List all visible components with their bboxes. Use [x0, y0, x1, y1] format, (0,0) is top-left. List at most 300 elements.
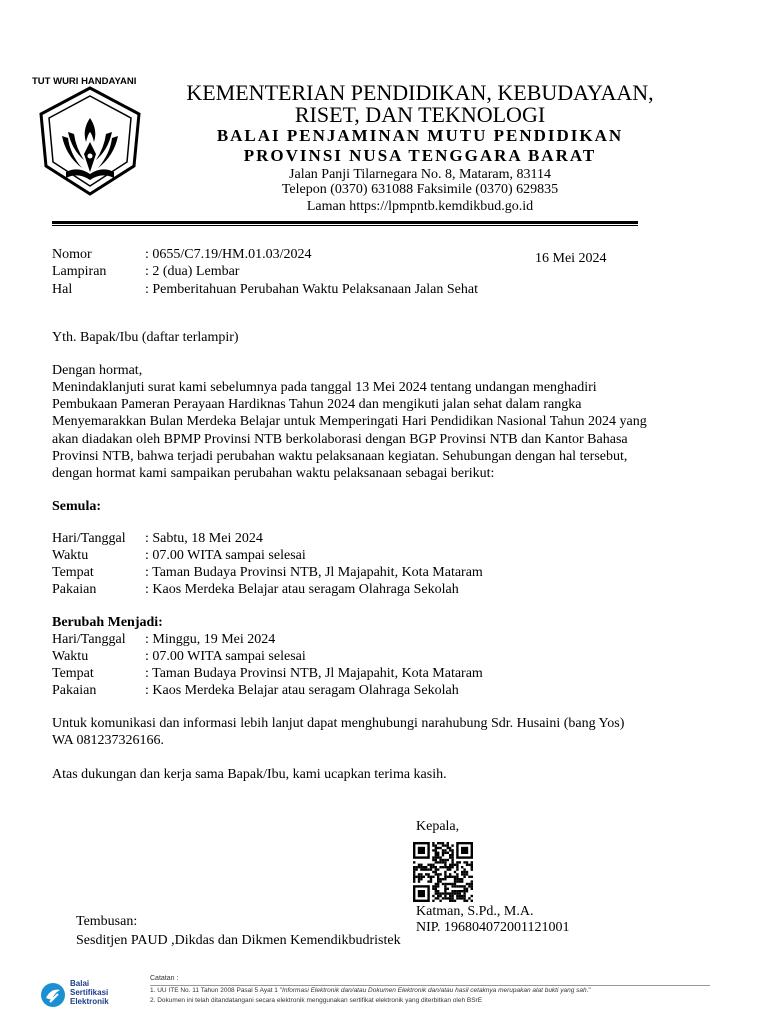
berubah-heading: Berubah Menjadi:: [52, 615, 163, 630]
qr-module: [439, 892, 441, 894]
qr-module: [451, 900, 453, 902]
qr-module: [449, 895, 451, 897]
qr-module: [463, 895, 465, 897]
qr-module: [461, 878, 463, 880]
qr-module: [447, 844, 449, 846]
address: Jalan Panji Tilarnegara No. 8, Mataram, 83114: [289, 167, 551, 182]
qr-module: [435, 852, 437, 854]
qr-module: [413, 861, 415, 863]
qr-module: [415, 876, 417, 878]
semula-value: : 07.00 WITA sampai selesai: [145, 548, 306, 563]
qr-module: [432, 900, 434, 902]
qr-module: [463, 897, 465, 899]
qr-module: [444, 892, 446, 894]
qr-module: [456, 861, 458, 863]
qr-module: [430, 864, 432, 866]
qr-module: [437, 861, 439, 863]
qr-module: [418, 866, 420, 868]
body-line: Menindaklanjuti surat kami sebelumnya pada tanggal 13 Mei 2024 tentang undangan menghadiri: [52, 380, 597, 395]
bsre-text-line: Sertifikasi: [70, 988, 109, 997]
hal-value: : Pemberitahuan Perubahan Waktu Pelaksanaan Jalan Sehat: [145, 282, 478, 297]
qr-module: [471, 880, 473, 882]
semula-value: : Kaos Merdeka Belajar atau seragam Olahraga Sekolah: [145, 582, 459, 597]
qr-finder-pattern: [418, 847, 425, 854]
qr-module: [463, 868, 465, 870]
qr-module: [463, 900, 465, 902]
qr-module: [420, 873, 422, 875]
semula-value: : Taman Budaya Provinsi NTB, Jl Majapahit, Kota Mataram: [145, 565, 483, 580]
qr-module: [463, 873, 465, 875]
qr-module: [447, 892, 449, 894]
qr-module: [435, 844, 437, 846]
qr-module: [454, 885, 456, 887]
qr-module: [430, 876, 432, 878]
qr-module: [451, 861, 453, 863]
qr-module: [444, 888, 446, 890]
qr-module: [471, 885, 473, 887]
qr-module: [449, 876, 451, 878]
semula-heading: Semula:: [52, 499, 101, 514]
berubah-label: Waktu: [52, 649, 89, 664]
semula-value: : Sabtu, 18 Mei 2024: [145, 531, 263, 546]
qr-module: [418, 876, 420, 878]
qr-module: [461, 890, 463, 892]
qr-module: [437, 880, 439, 882]
qr-module: [444, 895, 446, 897]
emblem-graphic: [32, 76, 148, 198]
qr-module: [413, 880, 415, 882]
qr-module: [413, 878, 415, 880]
qr-module: [456, 873, 458, 875]
qr-module: [435, 856, 437, 858]
qr-module: [451, 897, 453, 899]
signatory-nip: NIP. 196804072001121001: [416, 920, 570, 935]
qr-module: [413, 868, 415, 870]
qr-module: [413, 873, 415, 875]
qr-module: [449, 847, 451, 849]
qr-module: [466, 873, 468, 875]
qr-module: [437, 852, 439, 854]
qr-module: [423, 866, 425, 868]
qr-module: [449, 854, 451, 856]
qr-module: [437, 873, 439, 875]
qr-module: [449, 883, 451, 885]
qr-module: [454, 876, 456, 878]
closing-text: Atas dukungan dan kerja sama Bapak/Ibu, kami ucapkan terima kasih.: [52, 767, 447, 782]
qr-module: [437, 895, 439, 897]
qr-module: [430, 868, 432, 870]
qr-module: [435, 873, 437, 875]
qr-module: [425, 866, 427, 868]
qr-module: [430, 866, 432, 868]
qr-module: [461, 895, 463, 897]
qr-module: [444, 897, 446, 899]
qr-module: [449, 849, 451, 851]
qr-module: [463, 890, 465, 892]
contact-whatsapp: WA 081237326166.: [52, 733, 164, 748]
qr-module: [435, 890, 437, 892]
qr-module: [466, 900, 468, 902]
body-line: akan diadakan oleh BPMP Provinsi NTB berkolaborasi dengan BGP Provinsi NTB dan Kantor Bahasa: [52, 431, 628, 447]
qr-module: [442, 842, 444, 844]
qr-module: [432, 885, 434, 887]
letterhead-rule-thick: [52, 221, 638, 224]
qr-finder-pattern: [418, 890, 425, 897]
semula-label: Pakaian: [52, 582, 97, 597]
footer-divider: [150, 985, 710, 986]
qr-module: [449, 868, 451, 870]
body-line: dengan hormat kami sampaikan perubahan waktu pelaksanaan sebagai berikut:: [52, 466, 495, 482]
qr-module: [461, 880, 463, 882]
berubah-value: : Taman Budaya Provinsi NTB, Jl Majapahit, Kota Mataram: [145, 666, 483, 681]
qr-module: [454, 871, 456, 873]
qr-module: [454, 878, 456, 880]
qr-module: [447, 859, 449, 861]
qr-module: [454, 880, 456, 882]
note1-prefix: 1. UU ITE No. 11 Tahun 2008 Pasal 5 Ayat 1 ": [150, 987, 283, 994]
tembusan-label: Tembusan:: [76, 914, 138, 929]
qr-module: [451, 856, 453, 858]
qr-module: [447, 883, 449, 885]
qr-module: [442, 852, 444, 854]
berubah-label: Pakaian: [52, 683, 97, 698]
qr-module: [471, 895, 473, 897]
qr-module: [471, 864, 473, 866]
institution-name-line2: PROVINSI NUSA TENGGARA BARAT: [243, 146, 597, 165]
qr-module: [437, 876, 439, 878]
qr-module: [427, 880, 429, 882]
signatory-title: Kepala,: [416, 819, 460, 834]
qr-module: [451, 859, 453, 861]
qr-module: [451, 892, 453, 894]
qr-module: [430, 878, 432, 880]
qr-module: [444, 859, 446, 861]
qr-module: [449, 866, 451, 868]
qr-module: [466, 890, 468, 892]
qr-module: [420, 878, 422, 880]
qr-module: [420, 868, 422, 870]
body-line: Provinsi NTB, bahwa terjadi perubahan waktu pelaksanaan kegiatan. Sehubungan dengan hal tersebut,: [52, 448, 628, 464]
bsre-text-line: Elektronik: [70, 997, 109, 1006]
qr-module: [451, 885, 453, 887]
qr-module: [437, 847, 439, 849]
qr-module: [432, 842, 434, 844]
qr-module: [463, 892, 465, 894]
qr-module: [459, 890, 461, 892]
qr-module: [437, 897, 439, 899]
letter-date: 16 Mei 2024: [535, 251, 607, 266]
qr-module: [432, 888, 434, 890]
qr-module: [435, 866, 437, 868]
qr-module: [442, 878, 444, 880]
catatan-label: Catatan :: [150, 975, 179, 982]
qr-module: [442, 849, 444, 851]
qr-module: [432, 866, 434, 868]
qr-module: [454, 900, 456, 902]
qr-module: [437, 854, 439, 856]
hal-label: Hal: [52, 282, 73, 297]
qr-module: [439, 856, 441, 858]
qr-module: [456, 876, 458, 878]
body-line: Menyemarakkan Bulan Merdeka Belajar untuk Memperingati Hari Pendidikan Nasional Tahun 2024 yang: [52, 414, 647, 430]
qr-module: [432, 876, 434, 878]
qr-module: [447, 852, 449, 854]
signatory-name: Katman, S.Pd., M.A.: [416, 904, 534, 919]
qr-module: [418, 873, 420, 875]
qr-module: [444, 844, 446, 846]
qr-module: [437, 856, 439, 858]
qr-module: [447, 888, 449, 890]
qr-module: [442, 859, 444, 861]
semula-label: Tempat: [52, 565, 94, 580]
qr-module: [444, 878, 446, 880]
qr-module: [456, 892, 458, 894]
qr-module: [461, 866, 463, 868]
qr-module: [471, 868, 473, 870]
qr-module: [420, 866, 422, 868]
qr-module: [447, 866, 449, 868]
qr-module: [451, 876, 453, 878]
qr-module: [427, 864, 429, 866]
qr-module: [435, 897, 437, 899]
qr-module: [437, 885, 439, 887]
nomor-label: Nomor: [52, 247, 92, 262]
qr-module: [439, 847, 441, 849]
qr-module: [442, 883, 444, 885]
qr-module: [456, 866, 458, 868]
qr-module: [435, 861, 437, 863]
qr-module: [466, 871, 468, 873]
qr-module: [449, 900, 451, 902]
qr-module: [442, 892, 444, 894]
qr-module: [456, 885, 458, 887]
qr-module: [435, 871, 437, 873]
qr-module: [459, 895, 461, 897]
qr-module: [447, 868, 449, 870]
qr-module: [461, 871, 463, 873]
qr-module: [435, 892, 437, 894]
qr-module: [463, 885, 465, 887]
qr-module: [439, 866, 441, 868]
qr-module: [468, 876, 470, 878]
note1-quote: Informasi Elektronik dan/atau Dokumen Elektronik dan/atau hasil cetaknya merupakan alat bukti yang sah.: [282, 987, 589, 994]
tembusan-recipient: Sesditjen PAUD ,Dikdas dan Dikmen Kemendikbudristek: [76, 933, 401, 948]
qr-module: [435, 868, 437, 870]
qr-module: [461, 897, 463, 899]
qr-module: [459, 861, 461, 863]
qr-module: [413, 871, 415, 873]
semula-label: Hari/Tanggal: [52, 531, 126, 546]
qr-module: [442, 854, 444, 856]
qr-module: [442, 861, 444, 863]
qr-module: [466, 864, 468, 866]
letterhead-rule-thin: [52, 225, 638, 226]
qr-module: [461, 873, 463, 875]
qr-module: [432, 859, 434, 861]
qr-module: [456, 890, 458, 892]
qr-module: [423, 868, 425, 870]
qr-module: [418, 864, 420, 866]
qr-module: [468, 883, 470, 885]
qr-module: [418, 880, 420, 882]
qr-module: [432, 895, 434, 897]
qr-module: [444, 861, 446, 863]
qr-module: [444, 864, 446, 866]
qr-module: [468, 885, 470, 887]
qr-module: [471, 876, 473, 878]
qr-module: [437, 890, 439, 892]
qr-module: [420, 864, 422, 866]
qr-module: [437, 892, 439, 894]
qr-module: [439, 878, 441, 880]
ministry-name-line2: RISET, DAN TEKNOLOGI: [294, 102, 546, 127]
qr-module: [451, 895, 453, 897]
nomor-value: : 0655/C7.19/HM.01.03/2024: [145, 247, 312, 262]
qr-module: [439, 880, 441, 882]
qr-module: [437, 878, 439, 880]
qr-module: [449, 864, 451, 866]
body-line: Pembukaan Pameran Perayaan Hardiknas Tahun 2024 dan mengikuti jalan sehat dalam rangka: [52, 397, 582, 413]
qr-module: [444, 852, 446, 854]
qr-module: [439, 895, 441, 897]
footer-notes: [150, 974, 750, 1006]
qr-module: [435, 847, 437, 849]
qr-module: [423, 876, 425, 878]
qr-module: [451, 866, 453, 868]
qr-module: [413, 866, 415, 868]
qr-module: [435, 859, 437, 861]
qr-module: [415, 868, 417, 870]
qr-module: [437, 842, 439, 844]
qr-module: [425, 873, 427, 875]
berubah-value: : 07.00 WITA sampai selesai: [145, 649, 306, 664]
qr-module: [437, 883, 439, 885]
bsre-logo: [38, 978, 138, 1012]
berubah-label: Tempat: [52, 666, 94, 681]
qr-module: [444, 873, 446, 875]
qr-module: [451, 852, 453, 854]
qr-module: [466, 861, 468, 863]
qr-module: [439, 859, 441, 861]
berubah-value: : Minggu, 19 Mei 2024: [145, 632, 276, 647]
qr-module: [435, 888, 437, 890]
contact-line: Untuk komunikasi dan informasi lebih lanjut dapat menghubungi narahubung Sdr. Husaini (bang Yos): [52, 716, 625, 731]
qr-module: [432, 864, 434, 866]
qr-module: [463, 861, 465, 863]
qr-module: [461, 885, 463, 887]
qr-module: [418, 878, 420, 880]
qr-module: [435, 883, 437, 885]
qr-module: [463, 888, 465, 890]
qr-module: [456, 895, 458, 897]
qr-module: [439, 900, 441, 902]
qr-module: [432, 871, 434, 873]
berubah-value: : Kaos Merdeka Belajar atau seragam Olahraga Sekolah: [145, 683, 459, 698]
qr-module: [420, 876, 422, 878]
qr-module: [466, 883, 468, 885]
qr-module: [427, 868, 429, 870]
qr-finder-pattern: [461, 847, 468, 854]
qr-module: [444, 883, 446, 885]
qr-module: [437, 868, 439, 870]
qr-module: [456, 878, 458, 880]
qr-module: [444, 890, 446, 892]
institution-name-line1: BALAI PENJAMINAN MUTU PENDIDIKAN: [216, 126, 624, 145]
qr-module: [449, 892, 451, 894]
qr-module: [463, 871, 465, 873]
qr-module: [468, 864, 470, 866]
qr-module: [447, 876, 449, 878]
logo-motto: TUT WURI HANDAYANI: [32, 76, 137, 87]
lampiran-value: : 2 (dua) Lembar: [145, 264, 240, 279]
qr-module: [454, 883, 456, 885]
qr-module: [468, 897, 470, 899]
qr-module: [442, 897, 444, 899]
qr-module: [435, 885, 437, 887]
qr-module: [432, 849, 434, 851]
qr-module: [444, 876, 446, 878]
ministry-name-line1: KEMENTERIAN PENDIDIKAN, KEBUDAYAAN,: [186, 80, 654, 105]
berubah-label: Hari/Tanggal: [52, 632, 126, 647]
qr-module: [447, 897, 449, 899]
qr-module: [444, 885, 446, 887]
qr-module: [454, 892, 456, 894]
qr-module: [442, 844, 444, 846]
qr-module: [442, 866, 444, 868]
qr-module: [451, 890, 453, 892]
qr-module: [439, 861, 441, 863]
qr-module: [451, 864, 453, 866]
qr-module: [471, 888, 473, 890]
recipient: Yth. Bapak/Ibu (daftar terlampir): [52, 330, 239, 345]
qr-module: [451, 844, 453, 846]
qr-module: [449, 856, 451, 858]
qr-module: [447, 842, 449, 844]
qr-module: [456, 897, 458, 899]
tut-wuri-handayani-logo: [32, 76, 148, 198]
qr-code-graphic: [413, 842, 473, 902]
qr-module: [425, 868, 427, 870]
semula-label: Waktu: [52, 548, 89, 563]
qr-module: [459, 885, 461, 887]
website: Laman https://lpmpntb.kemdikbud.go.id: [306, 199, 534, 214]
qr-module: [449, 873, 451, 875]
qr-module: [471, 883, 473, 885]
qr-module: [459, 892, 461, 894]
qr-module: [466, 888, 468, 890]
qr-module: [451, 854, 453, 856]
qr-module: [463, 876, 465, 878]
qr-module: [432, 844, 434, 846]
bsre-text-line: Balai: [70, 979, 90, 988]
qr-module: [459, 878, 461, 880]
footer-note-1: [150, 986, 750, 996]
qr-module: [459, 897, 461, 899]
qr-module: [415, 866, 417, 868]
qr-module: [427, 873, 429, 875]
qr-module: [430, 880, 432, 882]
lampiran-label: Lampiran: [52, 264, 107, 279]
footer-note-2: 2. Dokumen ini telah ditandatangani secara elektronik menggunakan sertifikat elektronik yang diterbitkan oleh BSrE: [150, 997, 483, 1004]
qr-code-signature: [413, 842, 473, 902]
qr-module: [471, 866, 473, 868]
note1-suffix: ": [588, 987, 591, 994]
qr-module: [439, 873, 441, 875]
body-paragraph: [52, 379, 716, 482]
qr-module: [444, 849, 446, 851]
qr-module: [456, 864, 458, 866]
qr-module: [444, 871, 446, 873]
